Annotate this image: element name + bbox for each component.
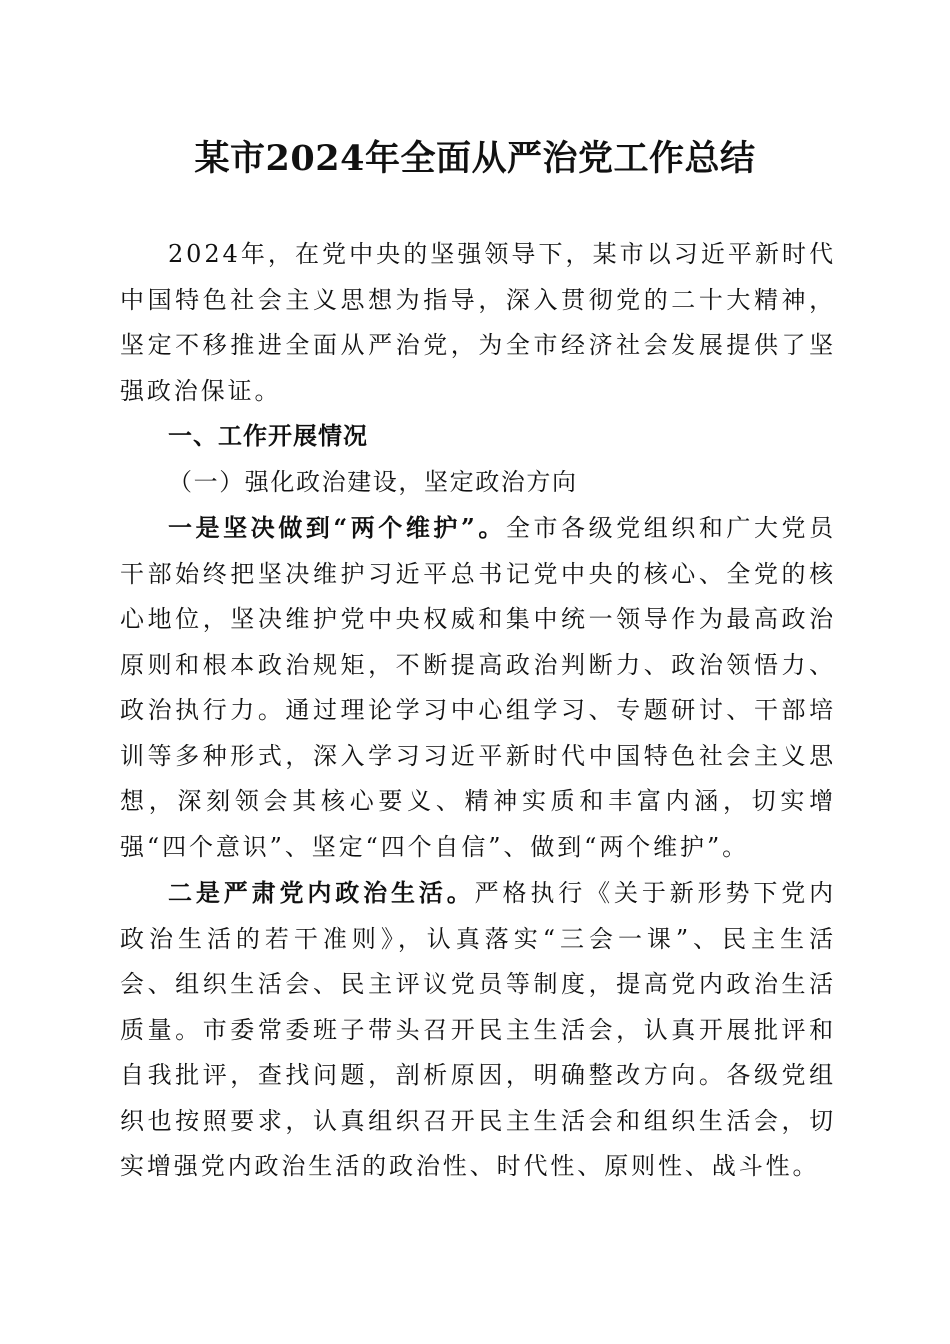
- paragraph-lead: 二是严肃党内政治生活。: [168, 878, 475, 907]
- intro-paragraph: 2024年，在党中央的坚强领导下，某市以习近平新时代中国特色社会主义思想为指导，深入贯彻党的二十大精神，坚定不移推进全面从严治党，为全市经济社会发展提供了坚强政治保证。: [120, 240, 836, 405]
- paragraph-political-life: [120, 870, 836, 1190]
- paragraph-text: 严格执行《关于新形势下党内政治生活的若干准则》，认真落实“三会一课”、民主生活会、组织生活会、民主评议党员等制度，提高党内政治生活质量。市委常委班子带头召开民主生活会，认真开展批评和自我批评，查找问题，剖析原因，明确整改方向。各级党组织也按照要求，认真组织召开民主生活会和组织生活会，切实增强党内政治生活的政治性、时代性、原则性、战斗性。: [120, 879, 836, 1180]
- subsection-heading: （一）强化政治建设，坚定政治方向: [168, 467, 578, 496]
- section-heading: 一、工作开展情况: [168, 422, 368, 450]
- paragraph-text: 全市各级党组织和广大党员干部始终把坚决维护习近平总书记党中央的核心、全党的核心地位，坚决维护党中央权威和集中统一领导作为最高政治原则和根本政治规矩，不断提高政治判断力、政治领悟力、政治执行力。通过理论学习中心组学习、专题研讨、干部培训等多种形式，深入学习习近平新时代中国特色社会主义思想，深刻领会其核心要义、精神实质和丰富内涵，切实增强“四个意识”、坚定“四个自信”、做到“两个维护”。: [120, 514, 836, 861]
- paragraph-two-safeguards: [120, 505, 836, 870]
- document-body: [120, 232, 836, 1190]
- paragraph-lead: 一是坚决做到“两个维护”。: [168, 513, 506, 542]
- document-title: 某市2024年全面从严治党工作总结: [194, 138, 756, 179]
